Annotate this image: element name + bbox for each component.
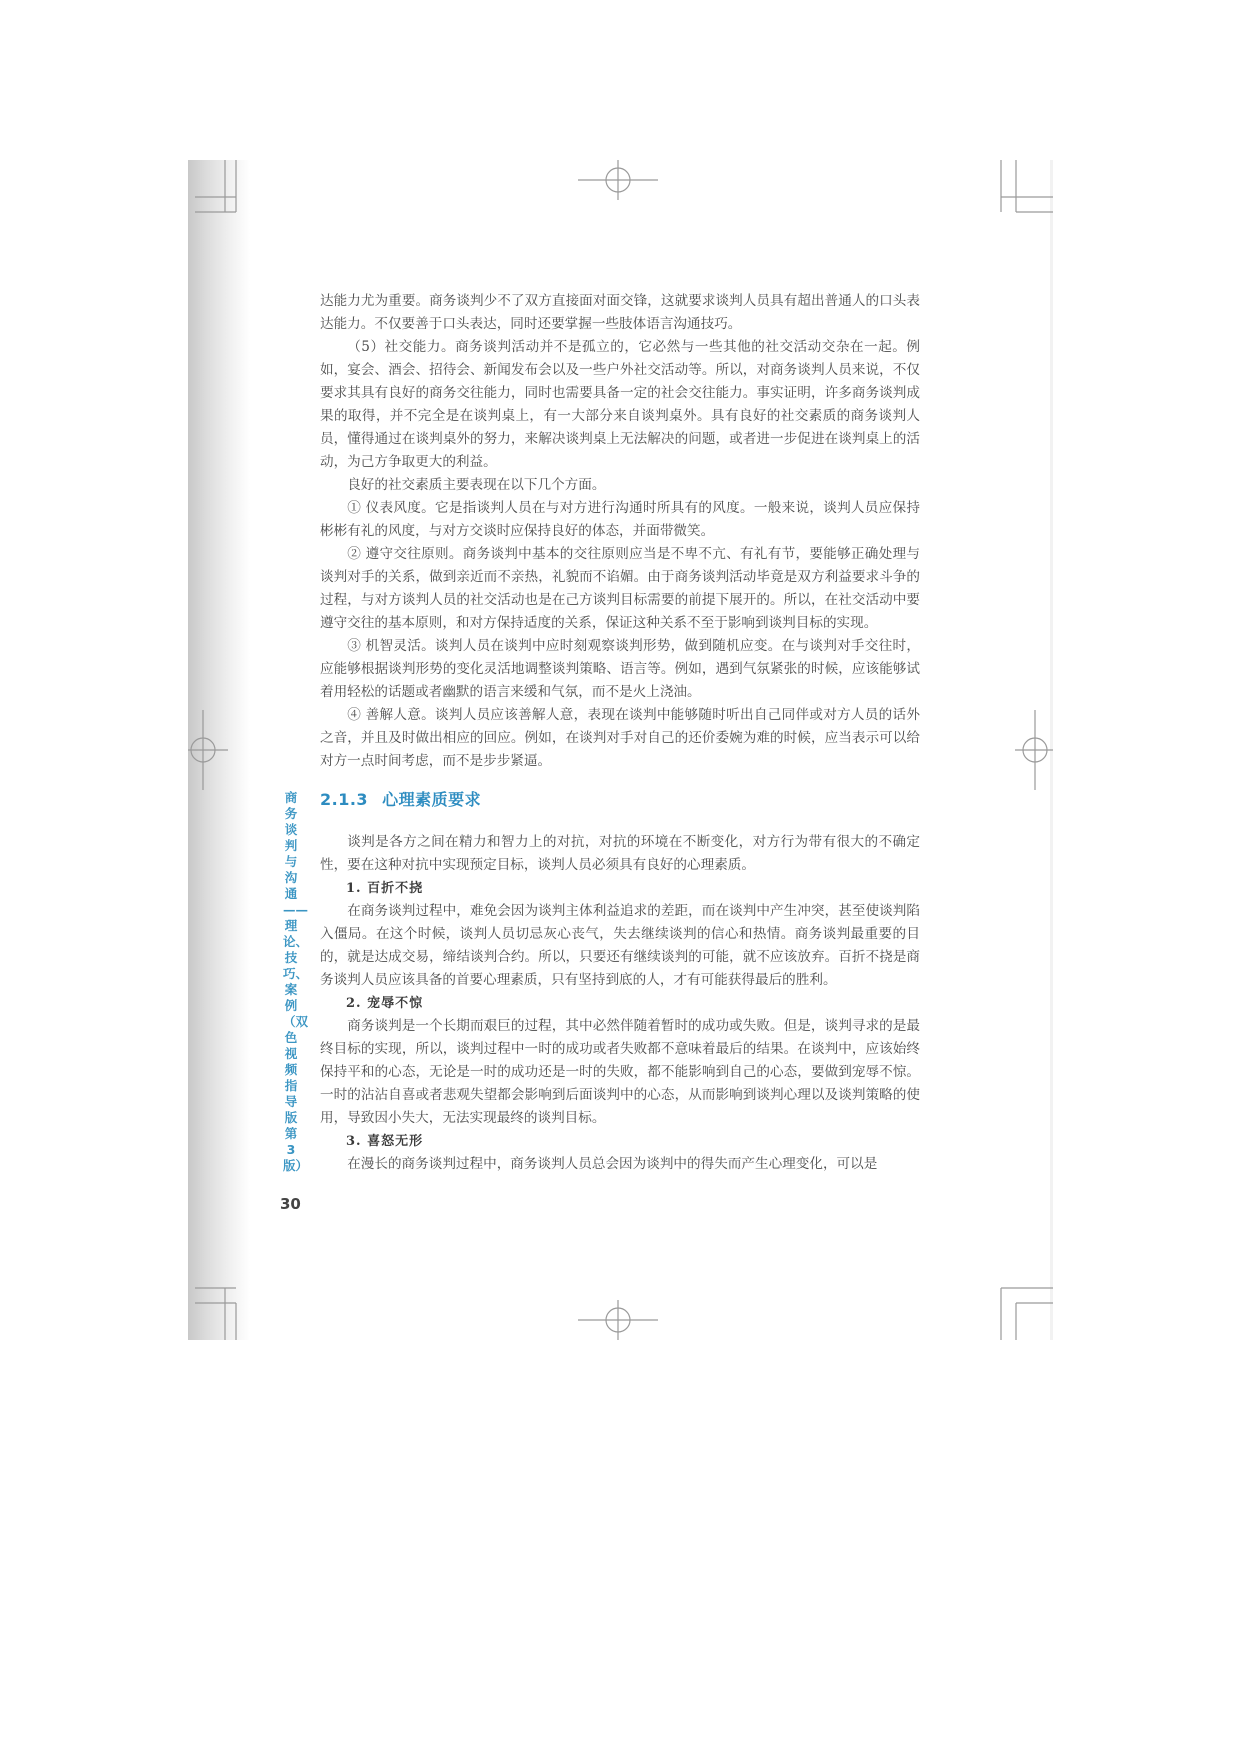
section-number: 2.1.3 [320,790,369,809]
paragraph: 良好的社交素质主要表现在以下几个方面。 [347,477,606,493]
registration-mark-top [578,160,658,200]
paragraph: 达能力尤为重要。商务谈判少不了双方直接面对面交锋，这就要求谈判人员具有超出普通人的口头表达能力。不仅要善于口头表达，同时还要掌握一些肢体语言沟通技巧。 [320,293,920,332]
paragraph: ② 遵守交往原则。商务谈判中基本的交往原则应当是不卑不亢、有礼有节，要能够正确处理与谈判对手的关系，做到亲近而不亲热，礼貌而不谄媚。由于商务谈判活动毕竟是双方利益要求斗争的过程，与对方谈判人员的社交活动也是在己方谈判目标需要的前提下展开的。所以，在社交活动中要遵守交往的基本原则，和对方保持适度的关系，保证这种关系不至于影响到谈判目标的实现。 [320,546,920,631]
crop-mark-top-right [1001,160,1053,212]
paragraph: ④ 善解人意。谈判人员应该善解人意，表现在谈判中能够随时听出自己同伴或对方人员的话外之音，并且及时做出相应的回应。例如，在谈判对手对自己的还价委婉为难的时候，应当表示可以给对方一点时间考虑，而不是步步紧逼。 [320,707,920,769]
crop-mark-bottom-right [1001,1288,1053,1340]
registration-mark-left [188,710,228,790]
paragraph: （5）社交能力。商务谈判活动并不是孤立的，它必然与一些其他的社交活动交杂在一起。例如，宴会、酒会、招待会、新闻发布会以及一些户外社交活动等。所以，对商务谈判人员来说，不仅要求其具有良好的商务交往能力，同时也需要具备一定的社会交往能力。事实证明，许多商务谈判成果的取得，并不完全是在谈判桌上，有一大部分来自谈判桌外。具有良好的社交素质的商务谈判人员，懂得通过在谈判桌外的努力，来解决谈判桌上无法解决的问题，或者进一步促进在谈判桌上的活动，为己方争取更大的利益。 [320,339,920,470]
section-heading [320,788,920,811]
paragraph: 在商务谈判过程中，难免会因为谈判主体利益追求的差距，而在谈判中产生冲突，甚至使谈判陷入僵局。在这个时候，谈判人员切忌灰心丧气，失去继续谈判的信心和热情。商务谈判最重要的目的，就是达成交易，缔结谈判合约。所以，只要还有继续谈判的可能，就不应该放弃。百折不挠是商务谈判人员应该具备的首要心理素质，只有坚持到底的人，才有可能获得最后的胜利。 [320,903,920,988]
registration-mark-right [1015,710,1053,790]
page-number: 30 [280,1195,301,1213]
running-book-title: 商务谈判与沟通——理论、技巧、案例（双色 视频指导版 第3版） [283,790,309,1173]
paragraph: ① 仪表风度。它是指谈判人员在与对方进行沟通时所具有的风度。一般来说，谈判人员应保持彬彬有礼的风度，与对方交谈时应保持良好的体态，并面带微笑。 [320,500,920,539]
crop-mark-bottom-left [195,1288,236,1340]
paragraph: 谈判是各方之间在精力和智力上的对抗，对抗的环境在不断变化，对方行为带有很大的不确定性，要在这种对抗中实现预定目标，谈判人员必须具有良好的心理素质。 [320,834,920,873]
paragraph: 在漫长的商务谈判过程中，商务谈判人员总会因为谈判中的得失而产生心理变化，可以是 [347,1156,878,1172]
book-page [188,160,1053,1340]
registration-mark-bottom [578,1300,658,1340]
subheading: 1. 百折不挠 [346,881,424,896]
subheading: 2. 宠辱不惊 [346,996,424,1011]
paragraph: 商务谈判是一个长期而艰巨的过程，其中必然伴随着暂时的成功或失败。但是，谈判寻求的是最终目标的实现，所以，谈判过程中一时的成功或者失败都不意味着最后的结果。在谈判中，应该始终保持平和的心态，无论是一时的成功还是一时的失败，都不能影响到自己的心态，要做到宠辱不惊。一时的沾沾自喜或者悲观失望都会影响到后面谈判中的心态，从而影响到谈判心理以及谈判策略的使用，导致因小失大，无法实现最终的谈判目标。 [320,1018,920,1126]
crop-mark-top-left [188,160,236,212]
page-body [320,290,920,1176]
subheading: 3. 喜怒无形 [346,1134,424,1149]
section-title: 心理素质要求 [382,790,482,809]
paragraph: ③ 机智灵活。谈判人员在谈判中应时刻观察谈判形势，做到随机应变。在与谈判对手交往时，应能够根据谈判形势的变化灵活地调整谈判策略、语言等。例如，遇到气氛紧张的时候，应该能够试着用轻松的话题或者幽默的语言来缓和气氛，而不是火上浇油。 [320,638,920,700]
